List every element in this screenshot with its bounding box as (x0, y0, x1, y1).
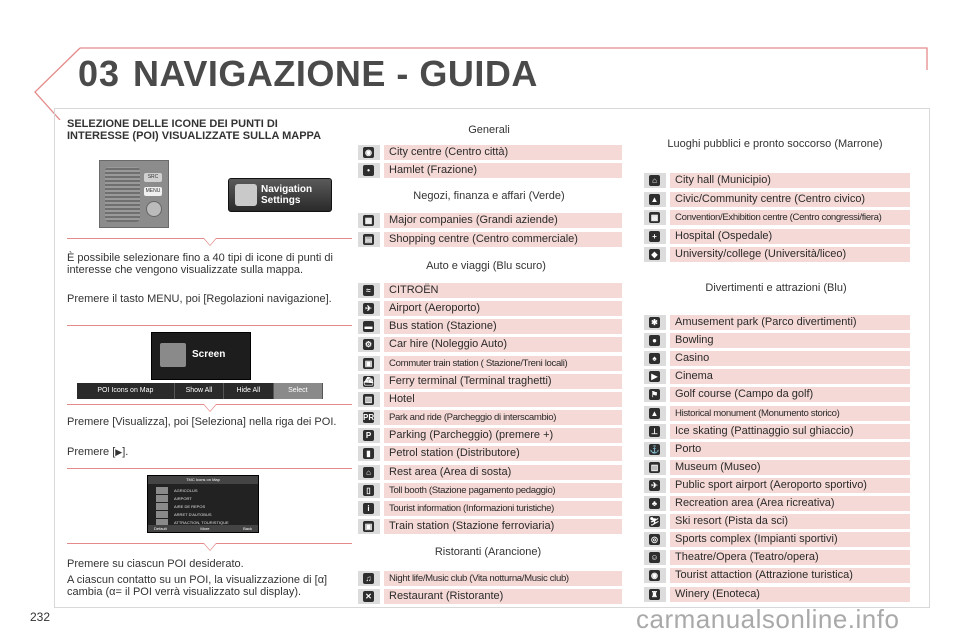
poi-glyph: ▣ (364, 359, 373, 368)
instruction-arrow (67, 446, 342, 458)
poi-row (644, 478, 910, 493)
poi-glyph: ◆ (649, 249, 660, 260)
instruction-arrow-prefix: Premere [ (67, 446, 116, 458)
poi-row (358, 465, 622, 480)
poi-label: Public sport airport (Aeroporto sportivo) (670, 478, 910, 493)
poi-label: Ski resort (Pista da sci) (670, 514, 910, 529)
category-title: Divertimenti e attrazioni (Blu) (705, 282, 847, 294)
poi-label: Train station (Stazione ferroviaria) (384, 519, 622, 534)
tourist-attraction-icon (644, 568, 666, 583)
poi-list-row: AIRPORT (174, 496, 192, 501)
poi-label: Park and ride (Parcheggio di interscambio) (384, 410, 622, 425)
poi-row (358, 410, 622, 425)
poi-list-row: AIRE DE REPOS (174, 504, 206, 509)
tourist-information-icon (358, 501, 380, 516)
poi-label: CITROËN (384, 283, 622, 298)
poi-list-row: ARRET D'AUTOBUS (174, 512, 212, 517)
poi-glyph: ▮ (363, 448, 374, 459)
museum-icon (644, 460, 666, 475)
poi-row (358, 374, 622, 389)
category-title: Auto e viaggi (Blu scuro) (426, 260, 546, 272)
sports-complex-icon (644, 532, 666, 547)
watermark: carmanualsonline.info (636, 604, 900, 634)
instruction-press-poi: Premere su ciascun POI desiderato. (67, 558, 244, 570)
ferry-terminal-icon (358, 374, 380, 389)
poi-glyph: ⛷ (649, 517, 660, 526)
poi-label: University/college (Università/liceo) (670, 247, 910, 262)
poi-glyph: ☺ (650, 553, 659, 562)
poi-row (358, 301, 622, 316)
poi-glyph: ◉ (649, 570, 660, 581)
src-button: SRC (144, 173, 162, 182)
poi-row (644, 229, 910, 244)
poi-glyph: ⚑ (650, 390, 659, 399)
poi-glyph: ⌂ (649, 175, 660, 186)
poi-glyph: ▯ (363, 485, 374, 496)
poi-glyph: ◉ (363, 147, 374, 158)
more-button: More (200, 526, 210, 531)
poi-label: Theatre/Opera (Teatro/opera) (670, 550, 910, 565)
poi-label: Toll booth (Stazione pagamento pedaggio) (384, 483, 622, 498)
poi-label: Porto (670, 442, 910, 457)
speaker-grille (105, 167, 140, 222)
poi-row (644, 550, 910, 565)
poi-glyph: + (649, 231, 660, 242)
poi-label: Cinema (670, 369, 910, 384)
poi-list-row-icon (156, 495, 168, 502)
poi-row (358, 392, 622, 407)
city-centre-icon (358, 145, 380, 160)
poi-row (644, 406, 910, 421)
amusement-park-icon (644, 315, 666, 330)
poi-glyph: ✕ (363, 591, 374, 602)
poi-list-row-icon (156, 503, 168, 510)
poi-row (644, 532, 910, 547)
poi-row (358, 163, 622, 178)
rest-area-icon (358, 465, 380, 480)
poi-label: Commuter train station ( Stazione/Treni locali) (384, 356, 622, 371)
poi-label: Civic/Community centre (Centro civico) (670, 192, 910, 207)
commuter-train-icon (358, 356, 380, 371)
poi-label: Parking (Parcheggio) (premere +) (384, 428, 622, 443)
convention-centre-icon (644, 210, 666, 225)
poi-label: Tourist information (Informazioni turistiche) (384, 501, 622, 516)
shopping-centre-icon (358, 232, 380, 247)
screen-label: Screen (192, 349, 226, 360)
category-title: Negozi, finanza e affari (Verde) (413, 190, 565, 202)
poi-label: City hall (Municipio) (670, 173, 910, 188)
ice-skating-icon (644, 424, 666, 439)
poi-label: Major companies (Grandi aziende) (384, 213, 622, 228)
poi-row (358, 501, 622, 516)
intro-paragraph: È possibile selezionare fino a 40 tipi di icone di punti di interesse che vengono visualizzate sulla mappa. (67, 252, 333, 276)
instruction-select: Premere [Visualizza], poi [Seleziona] nella riga dei POI. (67, 416, 337, 428)
poi-glyph: ⚙ (364, 340, 373, 349)
default-button: Default (154, 526, 167, 531)
poi-label: Convention/Exhibition centre (Centro congressi/fiera) (670, 210, 910, 225)
cinema-icon (644, 369, 666, 384)
poi-label: Sports complex (Impianti sportivi) (670, 532, 910, 547)
park-and-ride-icon (358, 410, 380, 425)
poi-row (358, 519, 622, 534)
category-title: Ristoranti (Arancione) (434, 546, 542, 558)
port-icon (644, 442, 666, 457)
poi-label: Airport (Aeroporto) (384, 301, 622, 316)
radio-front-panel-image (99, 160, 169, 228)
poi-glyph: ▤ (364, 235, 373, 244)
tab-select: Select (274, 383, 323, 399)
poi-label: Hotel (384, 392, 622, 407)
poi-row (644, 351, 910, 366)
navigation-settings-label: Navigation Settings (261, 184, 313, 206)
hospital-icon (644, 229, 666, 244)
category-title: Generali (468, 124, 510, 136)
menu-button: MENU (145, 188, 161, 194)
poi-row (644, 442, 910, 457)
ski-resort-icon (644, 514, 666, 529)
poi-glyph: ✈ (649, 480, 660, 491)
poi-glyph: ▦ (364, 216, 373, 225)
sport-airport-icon (644, 478, 666, 493)
section-divider (67, 543, 352, 544)
poi-row (358, 483, 622, 498)
poi-label: Car hire (Noleggio Auto) (384, 337, 622, 352)
back-button: Back (243, 526, 252, 531)
poi-label: Tourist attaction (Attrazione turistica) (670, 568, 910, 583)
civic-centre-icon (644, 192, 666, 207)
instruction-menu: Premere il tasto MENU, poi [Regolazioni navigazione]. (67, 293, 332, 305)
section-divider (67, 325, 352, 326)
poi-row (644, 387, 910, 402)
bowling-icon (644, 333, 666, 348)
poi-glyph: ≈ (363, 285, 374, 296)
poi-list-row-icon (156, 487, 168, 494)
instruction-toggle: A ciascun contatto su un POI, la visualizzazione di [α] cambia (α= il POI verrà visualizzato sul display). (67, 574, 328, 598)
poi-row (644, 247, 910, 262)
poi-label: Amusement park (Parco divertimenti) (670, 315, 910, 330)
poi-glyph: ♫ (363, 573, 374, 584)
hamlet-icon (358, 163, 380, 178)
poi-row (644, 192, 910, 207)
airport-icon (358, 301, 380, 316)
casino-icon (644, 351, 666, 366)
page-title: NAVIGAZIONE - GUIDA (133, 53, 538, 94)
historical-monument-icon (644, 406, 666, 421)
poi-row (644, 333, 910, 348)
poi-label: Petrol station (Distributore) (384, 446, 622, 461)
section-title: SELEZIONE DELLE ICONE DEI PUNTI DI INTERESSE (POI) VISUALIZZATE SULLA MAPPA (67, 118, 322, 142)
poi-glyph: i (363, 503, 374, 514)
poi-list-row: AGRICOLUS (174, 488, 198, 493)
section-divider (67, 404, 352, 405)
poi-label: Shopping centre (Centro commerciale) (384, 232, 622, 247)
poi-row (358, 589, 622, 604)
poi-label: Recreation area (Area ricreativa) (670, 496, 910, 511)
poi-glyph: ♜ (650, 590, 659, 599)
poi-row (644, 568, 910, 583)
poi-list-footer (148, 525, 258, 532)
toll-booth-icon (358, 483, 380, 498)
poi-label: Bus station (Stazione) (384, 319, 622, 334)
poi-list-header: TMC Icons on Map (148, 476, 258, 484)
citroen-icon (358, 283, 380, 298)
tab-hide-all: Hide All (224, 383, 273, 399)
navigation-settings-icon (235, 184, 257, 206)
poi-glyph: ▦ (650, 213, 659, 222)
major-companies-icon (358, 213, 380, 228)
dial-knob (146, 201, 162, 217)
university-icon (644, 247, 666, 262)
poi-row (644, 514, 910, 529)
poi-list-screen-image (147, 475, 259, 533)
poi-row (644, 210, 910, 225)
poi-row (358, 145, 622, 160)
poi-label: Golf course (Campo da golf) (670, 387, 910, 402)
parking-icon (358, 428, 380, 443)
petrol-station-icon (358, 446, 380, 461)
poi-glyph: ▶ (649, 371, 660, 382)
poi-row (358, 428, 622, 443)
navigation-settings-screen (228, 178, 332, 212)
poi-row (644, 587, 910, 602)
section-divider (67, 238, 352, 239)
poi-glyph: • (363, 165, 374, 176)
poi-row (644, 369, 910, 384)
bus-station-icon (358, 319, 380, 334)
poi-glyph: ✈ (363, 303, 374, 314)
poi-row (644, 424, 910, 439)
poi-glyph: ⚓ (649, 445, 660, 454)
hotel-icon (358, 392, 380, 407)
poi-row (358, 571, 622, 586)
poi-row (644, 315, 910, 330)
poi-glyph: ◎ (649, 534, 660, 545)
poi-glyph: ⊥ (649, 426, 660, 437)
poi-glyph: ⌂ (363, 467, 374, 478)
poi-glyph: P (363, 430, 374, 441)
section-divider (67, 468, 352, 469)
poi-glyph: ⛴ (363, 377, 374, 386)
poi-row (644, 173, 910, 188)
poi-row (358, 356, 622, 371)
poi-label: Winery (Enoteca) (670, 587, 910, 602)
instruction-arrow-suffix: ]. (122, 446, 129, 458)
winery-icon (644, 587, 666, 602)
poi-label: Casino (670, 351, 910, 366)
poi-label: Historical monument (Monumento storico) (670, 406, 910, 421)
chapter-number: 03 (78, 53, 121, 94)
poi-row (644, 460, 910, 475)
poi-label: Night life/Music club (Vita notturna/Music club) (384, 571, 622, 586)
poi-row (358, 446, 622, 461)
poi-list-row-icon (156, 511, 168, 518)
category-title: Luoghi pubblici e pronto soccorso (Marrone) (667, 138, 883, 150)
poi-label: Bowling (670, 333, 910, 348)
poi-icons-tab-bar (77, 383, 323, 399)
screen-icon (160, 343, 186, 367)
theatre-icon (644, 550, 666, 565)
poi-row (358, 232, 622, 247)
poi-label: Hospital (Ospedale) (670, 229, 910, 244)
poi-label: Ice skating (Pattinaggio sul ghiaccio) (670, 424, 910, 439)
poi-label: Restaurant (Ristorante) (384, 589, 622, 604)
poi-label: Ferry terminal (Terminal traghetti) (384, 374, 622, 389)
poi-label: Hamlet (Frazione) (384, 163, 622, 178)
nightlife-icon (358, 571, 380, 586)
golf-course-icon (644, 387, 666, 402)
poi-glyph: ✱ (649, 317, 660, 328)
tab-show-all: Show All (175, 383, 224, 399)
poi-glyph: ♠ (649, 353, 660, 364)
tab-poi-icons-on-map: POI Icons on Map (77, 383, 175, 399)
page-number: 232 (30, 610, 51, 624)
poi-row (644, 496, 910, 511)
poi-glyph: ▲ (650, 195, 659, 204)
train-station-icon (358, 519, 380, 534)
car-hire-icon (358, 337, 380, 352)
city-hall-icon (644, 173, 666, 188)
poi-glyph: PR (363, 413, 375, 422)
arrow-right-icon: ▶ (115, 447, 123, 457)
screen-settings-image (151, 332, 251, 380)
poi-row (358, 319, 622, 334)
poi-row (358, 283, 622, 298)
poi-row (358, 337, 622, 352)
poi-glyph: ▬ (364, 322, 373, 331)
restaurant-icon (358, 589, 380, 604)
poi-glyph: ♣ (649, 498, 660, 509)
poi-label: Museum (Museo) (670, 460, 910, 475)
poi-label: City centre (Centro città) (384, 145, 622, 160)
poi-glyph: ▣ (364, 522, 373, 531)
poi-label: Rest area (Area di sosta) (384, 465, 622, 480)
poi-glyph: ▲ (650, 409, 659, 418)
poi-glyph: ● (649, 335, 660, 346)
poi-glyph: ▥ (650, 463, 659, 472)
poi-row (358, 213, 622, 228)
poi-list-row: ATTRACTION, TOURISTIQUE (174, 520, 229, 525)
recreation-area-icon (644, 496, 666, 511)
poi-glyph: ▥ (364, 395, 373, 404)
